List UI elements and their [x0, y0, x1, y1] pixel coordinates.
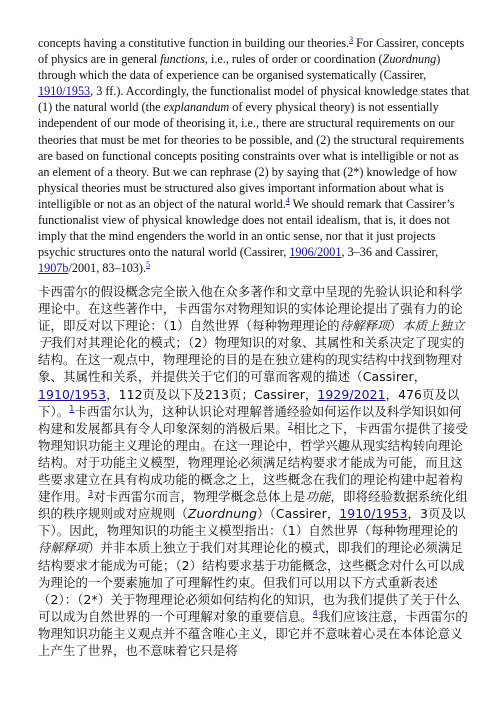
text-run: ）: [389, 318, 403, 334]
emphasis: 功能: [305, 489, 331, 505]
text-run: We should remark that Cassirer’s functionalist view of physical knowledge does not entail idealism, that is, it does not imply that the mind engenders the world in an ontic sense, nor that it just projects psychic structures onto the natural world (Cassirer,: [38, 196, 455, 260]
citation-link[interactable]: 1907b: [38, 261, 69, 276]
footnote-link[interactable]: 3: [349, 34, 354, 44]
text-run: ) through which the data of experience can be organised systematically (Cassirer,: [38, 52, 441, 83]
footnote-link[interactable]: 4: [285, 195, 290, 205]
emphasis: explanandum: [163, 100, 230, 115]
text-run: 相比之下，卡西雷尔提供了接受物理知识功能主义理论的理由。在这一理论中，哲学兴趣从现实结构转向理论结构。对于功能主义模型，物理理论必须满足结构要求才能成为可能，而且这些要求建立在具有构成功能的概念之上，这些概念在我们的理论构建中起着构建作用。: [38, 420, 468, 505]
text-run: , 3–36 and Cassirer,: [341, 245, 439, 260]
footnote-link[interactable]: 4: [312, 608, 318, 618]
text-run: For Cassirer, concepts of physics are in general: [38, 36, 465, 67]
text-run: of every physical theory) is not essentially independent of our mode of theorising it, i.e., there are structural requirements on our theories that must be met for theories to be possible, and (2) the structural requirements are based on functional concepts positing constraints over what is intelligible or not as an element of a theory. But we can rephrase (2) by saying that (2*) knowledge of how physical theories must be structured also gives important information about what is intelligible or not as an object of the natural world.: [38, 100, 465, 211]
text-run: 我们应该注意，卡西雷尔的物理知识功能主义观点并不蕴含唯心主义，即它并不意味着心灵在本体论意义上产生了世界，也不意味着它只是将: [38, 608, 468, 658]
text-run: 卡西雷尔认为，这种认识论对理解普通经验如何运作以及科学知识如何构建和发展都具有令人印象深刻的消极后果。: [38, 403, 462, 436]
text-run: ，3页及以下）。因此，物理知识的功能主义模型指出：（1）自然世界（每种物理理论的: [38, 506, 466, 539]
text-run: /2001, 83–103).: [68, 261, 146, 276]
text-run: 对卡西雷尔而言，物理学概念总体上是: [93, 489, 306, 505]
footnote-link[interactable]: 3: [87, 489, 94, 498]
citation-link[interactable]: 1910/1953: [38, 386, 107, 402]
text-run: , i.e., rules of order or coordination (: [204, 52, 383, 67]
citation-link[interactable]: 1906/2001: [289, 245, 342, 260]
text-run: concepts having a constitutive function in building our theories.: [38, 36, 350, 50]
chinese-paragraph: [38, 283, 470, 659]
emphasis: Zuordnung: [382, 52, 437, 67]
emphasis: Zuordnung: [187, 506, 258, 522]
text-run: ，476页及以下）。: [38, 386, 460, 419]
citation-link[interactable]: 1929/2021: [317, 386, 386, 402]
footnote-link[interactable]: 1: [69, 403, 75, 413]
english-paragraph: [38, 35, 470, 276]
emphasis: functions: [160, 52, 205, 67]
text-run: ，即将经验数据系统化组织的秩序规则或对应规则（: [38, 489, 468, 522]
footnote-link[interactable]: 2: [287, 420, 294, 430]
text-run: 卡西雷尔的假设概念完全嵌入他在众多著作和文章中呈现的先验认识论和科学理论中。在这些著作中，卡西雷尔对物理知识的实体论理论提出了强有力的论证，即反对以下理论：（1）自然世界（每种物理理论的: [38, 284, 463, 334]
citation-link[interactable]: 1910/1953: [339, 506, 408, 522]
emphasis: 待解释项: [38, 540, 88, 556]
text-run: ）（Cassirer，: [257, 506, 340, 522]
emphasis: 本质上独立于: [38, 318, 465, 351]
footnote-link[interactable]: 5: [146, 260, 150, 270]
text-run: , 3 ff.). Accordingly, the functionalist model of physical knowledge states that (1) the natural world (the: [38, 84, 470, 115]
emphasis: 待解释项: [339, 318, 390, 334]
text-run: 我们对其理论化的模式；（2）物理知识的对象、其属性和关系决定了现实的结构。在这一观点中，物理理论的目的是在独立建构的现实结构中找到物理对象、其属性和关系，并提供关于它们的可靠而客观的描述（Cassirer，: [38, 335, 465, 385]
footnote-ref: [146, 260, 150, 269]
text-run: ）并非本质上独立于我们对其理论化的模式，即我们的理论必须满足结构要求才能成为可能；（2）结构要求基于功能概念，这些概念对什么可以成为理论的一个要素施加了可理解性约束。但我们可以用以下方式重新表述（2）：（2*）关于物理理论必须如何结构化的知识，也为我们提供了关于什么可以成为自然世界的一个可理解对象的重要信息。: [38, 540, 465, 624]
citation-link[interactable]: 1910/1953: [38, 84, 91, 99]
text-run: ，112页及以下及213页；Cassirer，: [106, 386, 318, 402]
